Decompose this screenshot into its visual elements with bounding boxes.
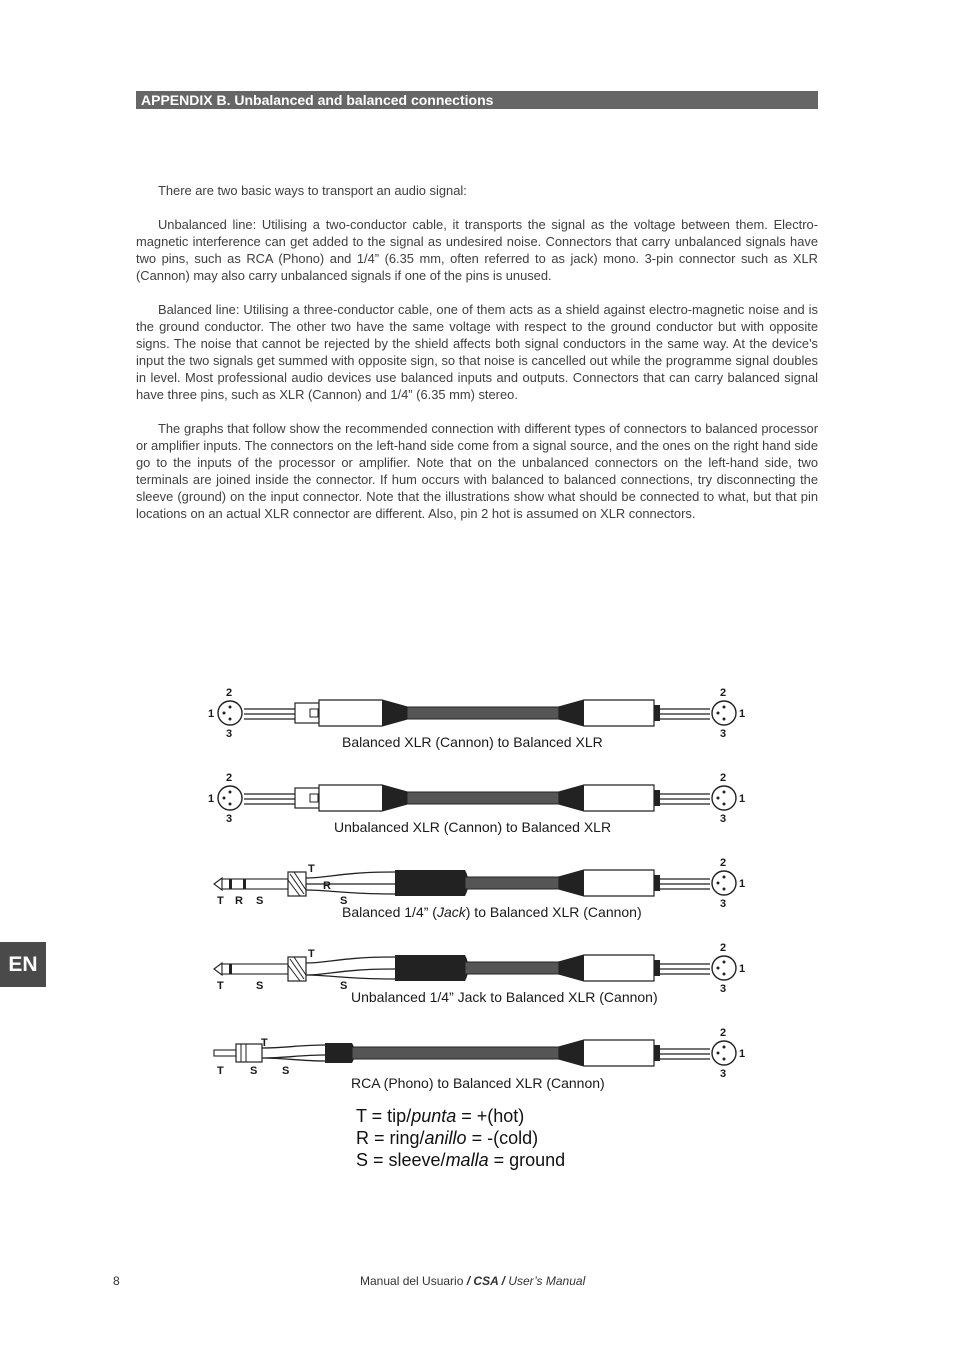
xlr-connector-left-icon xyxy=(218,786,242,810)
pin-label: 3 xyxy=(226,728,233,740)
paragraph-intro: There are two basic ways to transport an audio signal: xyxy=(158,183,467,198)
pin-label: 2 xyxy=(720,772,727,784)
pin-label: 2 xyxy=(226,687,233,699)
pin-label: S xyxy=(250,1065,258,1077)
xlr-connector-right-icon xyxy=(712,956,736,980)
section-title: APPENDIX B. Unbalanced and balanced connections xyxy=(141,92,494,108)
pin-label: 1 xyxy=(208,708,215,720)
jack-plug-tip-icon xyxy=(214,878,222,890)
pin-label: 3 xyxy=(720,898,727,910)
pin-label: T xyxy=(308,948,315,960)
diagram-caption: Unbalanced 1/4” Jack to Balanced XLR (Cannon) xyxy=(351,989,658,1005)
pin-label: S xyxy=(340,895,348,907)
pin-label: 3 xyxy=(720,1068,727,1080)
diagram-unbalanced-xlr-to-xlr xyxy=(208,772,745,835)
language-tab-label: EN xyxy=(8,952,38,976)
diagram-caption: RCA (Phono) to Balanced XLR (Cannon) xyxy=(351,1075,605,1091)
pin-label: T xyxy=(217,980,224,992)
xlr-connector-left-icon xyxy=(218,701,242,725)
xlr-connector-right-icon xyxy=(712,786,736,810)
pin-label: 3 xyxy=(720,983,727,995)
pin-label: T xyxy=(217,895,224,907)
pin-label: R xyxy=(235,895,243,907)
diagram-unbalanced-jack-to-xlr xyxy=(214,942,745,1005)
pin-label: 3 xyxy=(720,813,727,825)
xlr-connector-right-icon xyxy=(712,701,736,725)
pin-label: T xyxy=(261,1037,268,1049)
pin-label: 1 xyxy=(739,878,746,890)
xlr-connector-right-icon xyxy=(712,871,736,895)
page-number: 8 xyxy=(113,1274,120,1288)
footer-title: Manual del Usuario / CSA / User’s Manual xyxy=(360,1274,586,1288)
pin-label: S xyxy=(256,895,264,907)
pin-label: S xyxy=(340,980,348,992)
rca-plug-pin-icon xyxy=(214,1050,236,1056)
legend-tip: T = tip/punta = +(hot) xyxy=(356,1106,525,1126)
pin-label: 2 xyxy=(720,942,727,954)
pin-label: 2 xyxy=(226,772,233,784)
diagram-caption: Balanced XLR (Cannon) to Balanced XLR xyxy=(342,734,603,750)
pin-label: 3 xyxy=(226,813,233,825)
paragraph-unbalanced: Unbalanced line: Utilising a two-conductor cable, it transports the signal as the voltage between them. Electro-magnetic interference can get added to the signal as undesired noise. Connectors that carry unbalanced signals have two pins, such as RCA (Phono) and 1/4” (6.35 mm, often referred to as jack) mono. 3-pin connector such as XLR (Cannon) may also carry unbalanced signals if one of the pins is unused. xyxy=(136,217,818,283)
pin-label: T xyxy=(217,1065,224,1077)
paragraph-graphs: The graphs that follow show the recommended connection with different types of connectors to balanced processor or amplifier inputs. The connectors on the left-hand side come from a signal source, and the ones on the right hand side go to the inputs of the processor or amplifier. Note that on the unbalanced connectors on the left-hand side, two terminals are joined inside the connector. If hum occurs with balanced to balanced connections, try disconnecting the sleeve (ground) on the input connector. Note that the illustrations show what should be connected to what, but that pin locations on an actual XLR connector are different. Also, pin 2 hot is assumed on XLR connectors. xyxy=(136,421,818,521)
pin-label: 2 xyxy=(720,857,727,869)
pin-label: T xyxy=(308,863,315,875)
pin-label: 1 xyxy=(739,708,746,720)
pin-label: 1 xyxy=(739,963,746,975)
legend-sleeve: S = sleeve/malla = ground xyxy=(356,1150,566,1170)
xlr-connector-right-icon xyxy=(712,1041,736,1065)
diagram-balanced-xlr-to-xlr xyxy=(208,687,745,750)
jack-plug-tip-icon xyxy=(214,963,222,975)
pin-label: 1 xyxy=(739,793,746,805)
paragraph-balanced: Balanced line: Utilising a three-conductor cable, one of them acts as a shield against electro-magnetic noise and is the ground conductor. The other two have the same voltage with respect to the ground conductor but with opposite signs. The noise that cannot be rejected by the shield affects both signal conductors in the same way. At the device's input the two signals get summed with opposite sign, so that noise is cancelled out while the programme signal doubles in level. Most professional audio devices use balanced inputs and outputs. Connectors that can carry balanced signal have three pins, such as XLR (Cannon) and 1/4” (6.35 mm) stereo. xyxy=(136,302,818,402)
diagram-balanced-jack-to-xlr xyxy=(214,857,745,920)
pin-label: R xyxy=(323,880,331,892)
diagram-caption: Unbalanced XLR (Cannon) to Balanced XLR xyxy=(334,819,612,835)
pin-label: 3 xyxy=(720,728,727,740)
legend-ring: R = ring/anillo = -(cold) xyxy=(356,1128,539,1148)
pin-label: S xyxy=(256,980,264,992)
pin-label: 2 xyxy=(720,687,727,699)
diagram-rca-to-xlr xyxy=(214,1027,745,1091)
pin-label: 1 xyxy=(739,1048,746,1060)
pin-label: 1 xyxy=(208,793,215,805)
pin-label: S xyxy=(282,1065,290,1077)
pin-label: 2 xyxy=(720,1027,727,1039)
diagram-caption: Balanced 1/4” (Jack) to Balanced XLR (Cannon) xyxy=(342,904,642,920)
